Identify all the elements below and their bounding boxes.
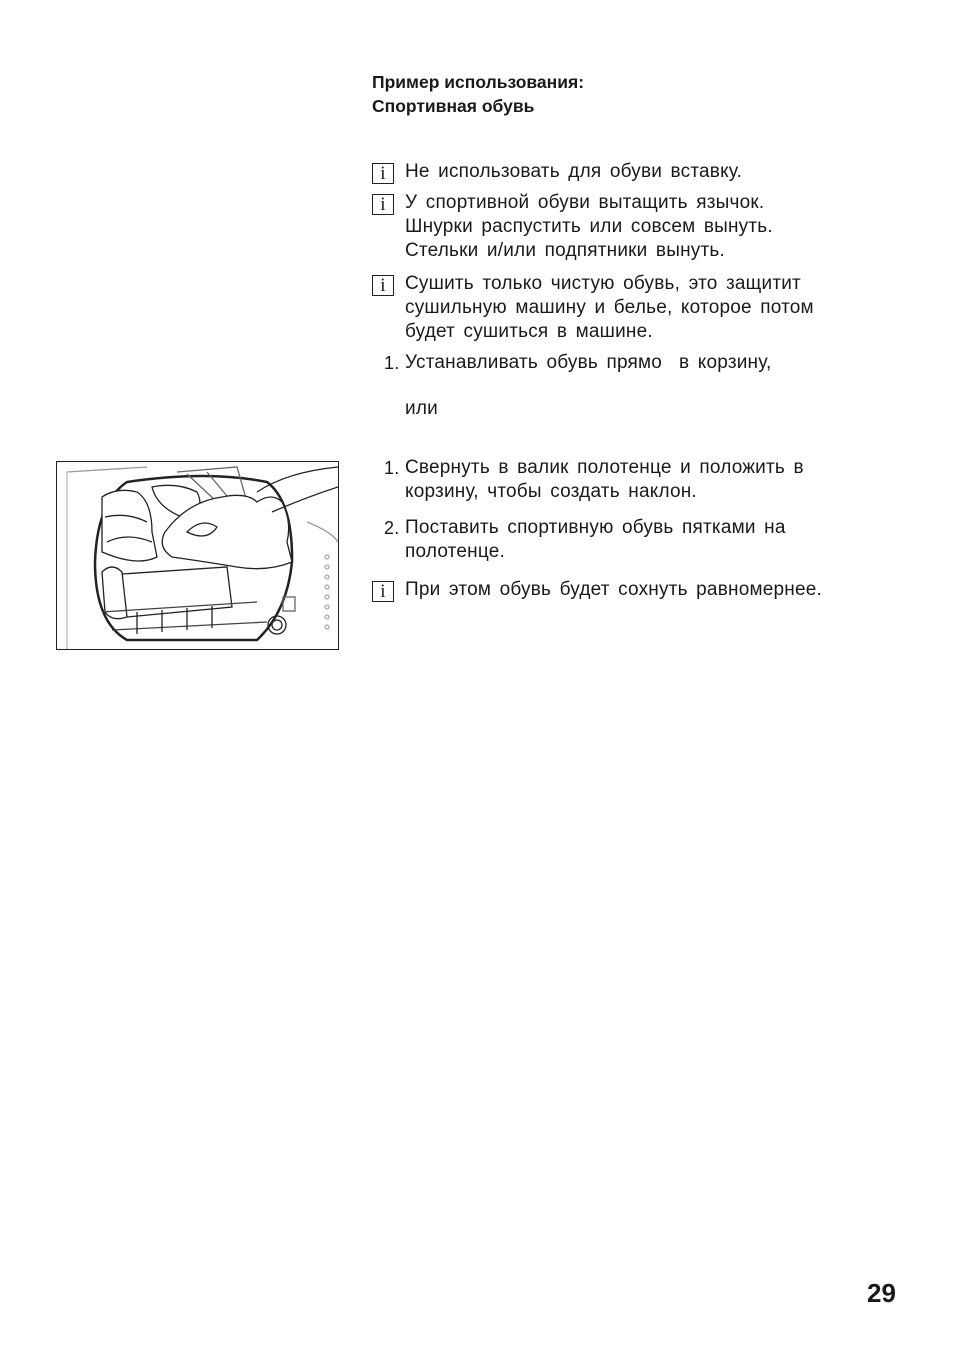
note-text: У спортивной обуви вытащить язычок.	[405, 192, 765, 213]
note-text: Не использовать для обуви вставку.	[405, 161, 743, 182]
info-icon: i	[372, 275, 394, 296]
step-text: Устанавливать обувь прямо в корзину,	[405, 352, 772, 373]
info-icon: i	[372, 581, 394, 602]
page-number: 29	[867, 1278, 896, 1308]
heading-line-2: Спортивная обувь	[372, 96, 535, 116]
dryer-shoes-illustration	[56, 461, 339, 650]
step-number: 1.	[384, 458, 400, 478]
info-icon: i	[372, 194, 394, 215]
step-text: корзину, чтобы создать наклон.	[405, 481, 697, 502]
step-text: полотенце.	[405, 541, 505, 562]
note-text: сушильную машину и белье, которое потом	[405, 297, 814, 318]
step-number: 1.	[384, 353, 400, 373]
step-number: 2.	[384, 518, 400, 538]
step-text: Поставить спортивную обувь пятками на	[405, 517, 786, 538]
info-icon: i	[372, 163, 394, 184]
heading-line-1: Пример использования:	[372, 72, 585, 92]
step-text: Свернуть в валик полотенце и положить в	[405, 457, 804, 478]
note-text: Стельки и/или подпятники вынуть.	[405, 240, 725, 261]
note-text: При этом обувь будет сохнуть равномернее.	[405, 579, 822, 600]
section-heading	[372, 70, 584, 118]
note-text: будет сушиться в машине.	[405, 321, 653, 342]
note-text: Сушить только чистую обувь, это защитит	[405, 273, 801, 294]
or-text: или	[405, 398, 438, 419]
note-text: Шнурки распустить или совсем вынуть.	[405, 216, 773, 237]
